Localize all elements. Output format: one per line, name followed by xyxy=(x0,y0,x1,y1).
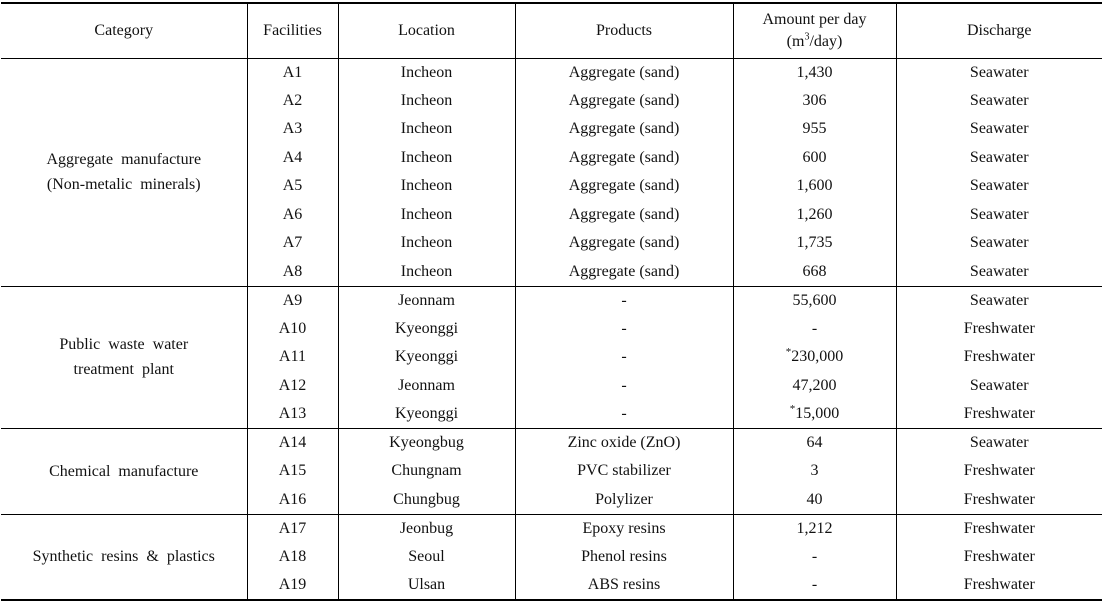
amount-cell xyxy=(733,115,896,144)
discharge-cell: Seawater xyxy=(896,172,1102,201)
discharge-cell: Seawater xyxy=(896,58,1102,87)
discharge-cell: Freshwater xyxy=(896,571,1102,600)
location-cell: Incheon xyxy=(338,144,515,173)
table-row xyxy=(1,514,1102,543)
product-cell: Aggregate (sand) xyxy=(515,87,733,116)
amount-value: 1,735 xyxy=(796,234,833,252)
category-cell xyxy=(1,514,247,600)
amount-cell xyxy=(733,286,896,315)
amount-value: 3 xyxy=(810,462,819,480)
table-row xyxy=(1,58,1102,87)
amount-cell xyxy=(733,172,896,201)
header-amount-unit-open: (m xyxy=(786,32,805,50)
product-cell: ABS resins xyxy=(515,571,733,600)
facility-cell: A10 xyxy=(247,315,338,344)
amount-cell xyxy=(733,58,896,87)
location-cell: Jeonnam xyxy=(338,286,515,315)
location-cell: Incheon xyxy=(338,115,515,144)
category-cell xyxy=(1,58,247,286)
facility-cell: A13 xyxy=(247,400,338,429)
amount-value: 306 xyxy=(802,91,827,109)
amount-cell xyxy=(733,87,896,116)
header-facilities: Facilities xyxy=(247,3,338,58)
facility-cell: A6 xyxy=(247,201,338,230)
product-cell: Aggregate (sand) xyxy=(515,229,733,258)
amount-value: 55,600 xyxy=(792,291,837,309)
facility-cell: A11 xyxy=(247,343,338,372)
product-cell: Aggregate (sand) xyxy=(515,201,733,230)
amount-value: 64 xyxy=(806,434,823,451)
footnote-marker: * xyxy=(785,346,792,359)
footnote-marker: * xyxy=(789,403,796,415)
category-label-line1: Public waste water xyxy=(59,336,189,354)
discharge-cell: Freshwater xyxy=(896,457,1102,486)
discharge-cell: Freshwater xyxy=(896,343,1102,372)
amount-value: 600 xyxy=(802,148,827,166)
facility-cell: A18 xyxy=(247,543,338,572)
amount-value: - xyxy=(811,575,818,593)
amount-value: 1,430 xyxy=(796,63,833,81)
facility-cell: A4 xyxy=(247,144,338,173)
facility-cell: A15 xyxy=(247,457,338,486)
category-label-line1: Aggregate manufacture xyxy=(46,151,202,168)
facility-cell: A5 xyxy=(247,172,338,201)
table-row xyxy=(1,429,1102,458)
amount-cell xyxy=(733,201,896,230)
category-cell xyxy=(1,286,247,429)
header-row xyxy=(1,3,1102,58)
amount-value: 1,600 xyxy=(796,177,833,195)
facility-cell: A8 xyxy=(247,258,338,287)
product-cell: Aggregate (sand) xyxy=(515,258,733,287)
category-label-line2: treatment plant xyxy=(73,361,174,379)
amount-cell xyxy=(733,315,896,344)
discharge-cell: Seawater xyxy=(896,115,1102,144)
facility-cell: A14 xyxy=(247,429,338,458)
header-amount-title: Amount per day xyxy=(762,10,867,28)
amount-cell xyxy=(733,400,896,429)
location-cell: Chungnam xyxy=(338,457,515,486)
facility-cell: A1 xyxy=(247,58,338,87)
discharge-cell: Freshwater xyxy=(896,543,1102,572)
location-cell: Seoul xyxy=(338,543,515,572)
facilities-table xyxy=(1,2,1102,601)
header-products: Products xyxy=(515,3,733,58)
amount-cell xyxy=(733,229,896,258)
product-cell: PVC stabilizer xyxy=(515,457,733,486)
location-cell: Incheon xyxy=(338,58,515,87)
category-label-line2: (Non-metalic minerals) xyxy=(46,176,201,193)
product-cell: - xyxy=(515,286,733,315)
product-cell: Zinc oxide (ZnO) xyxy=(515,429,733,458)
product-cell: - xyxy=(515,372,733,401)
location-cell: Incheon xyxy=(338,258,515,287)
facility-cell: A17 xyxy=(247,514,338,543)
product-cell: - xyxy=(515,315,733,344)
location-cell: Chungbug xyxy=(338,486,515,515)
discharge-cell: Seawater xyxy=(896,372,1102,401)
product-cell: Aggregate (sand) xyxy=(515,58,733,87)
facility-cell: A9 xyxy=(247,286,338,315)
facility-cell: A16 xyxy=(247,486,338,515)
facility-cell: A12 xyxy=(247,372,338,401)
amount-cell xyxy=(733,372,896,401)
header-discharge: Discharge xyxy=(896,3,1102,58)
header-amount xyxy=(733,3,896,58)
location-cell: Kyeonggi xyxy=(338,343,515,372)
amount-value: - xyxy=(811,547,818,565)
product-cell: - xyxy=(515,343,733,372)
product-cell: Phenol resins xyxy=(515,543,733,572)
location-cell: Incheon xyxy=(338,87,515,116)
facility-cell: A3 xyxy=(247,115,338,144)
discharge-cell: Freshwater xyxy=(896,315,1102,344)
category-label-line1: Synthetic resins & plastics xyxy=(32,548,215,565)
amount-cell xyxy=(733,571,896,600)
location-cell: Jeonnam xyxy=(338,372,515,401)
amount-value: 47,200 xyxy=(792,376,837,394)
product-cell: Aggregate (sand) xyxy=(515,172,733,201)
facility-cell: A19 xyxy=(247,571,338,600)
amount-value: 668 xyxy=(802,262,827,280)
header-category: Category xyxy=(1,3,247,58)
location-cell: Incheon xyxy=(338,229,515,258)
header-amount-unit-close: /day) xyxy=(809,32,843,50)
product-cell: - xyxy=(515,400,733,429)
discharge-cell: Freshwater xyxy=(896,486,1102,515)
discharge-cell: Seawater xyxy=(896,144,1102,173)
table-row xyxy=(1,286,1102,315)
amount-cell xyxy=(733,429,896,458)
location-cell: Kyeonggi xyxy=(338,315,515,344)
amount-cell xyxy=(733,486,896,515)
amount-cell xyxy=(733,514,896,543)
discharge-cell: Freshwater xyxy=(896,400,1102,429)
amount-cell xyxy=(733,258,896,287)
amount-value: 1,212 xyxy=(796,519,833,537)
product-cell: Epoxy resins xyxy=(515,514,733,543)
table-body xyxy=(1,58,1102,600)
product-cell: Aggregate (sand) xyxy=(515,115,733,144)
location-cell: Kyeonggi xyxy=(338,400,515,429)
location-cell: Incheon xyxy=(338,172,515,201)
location-cell: Incheon xyxy=(338,201,515,230)
product-cell: Polylizer xyxy=(515,486,733,515)
facility-cell: A7 xyxy=(247,229,338,258)
header-amount-unit-sup: 3 xyxy=(804,31,810,43)
amount-cell xyxy=(733,457,896,486)
location-cell: Jeonbug xyxy=(338,514,515,543)
header-amount-unit xyxy=(734,31,896,53)
discharge-cell: Seawater xyxy=(896,429,1102,458)
discharge-cell: Seawater xyxy=(896,87,1102,116)
amount-cell xyxy=(733,543,896,572)
amount-value: 1,260 xyxy=(796,205,833,223)
amount-value: - xyxy=(811,319,818,337)
amount-value: 40 xyxy=(806,490,823,508)
discharge-cell: Seawater xyxy=(896,258,1102,287)
amount-cell xyxy=(733,343,896,372)
discharge-cell: Freshwater xyxy=(896,514,1102,543)
category-label-line1: Chemical manufacture xyxy=(49,462,199,480)
location-cell: Kyeongbug xyxy=(338,429,515,458)
discharge-cell: Seawater xyxy=(896,201,1102,230)
amount-cell xyxy=(733,144,896,173)
header-location: Location xyxy=(338,3,515,58)
discharge-cell: Seawater xyxy=(896,286,1102,315)
facility-cell: A2 xyxy=(247,87,338,116)
amount-value: 955 xyxy=(802,120,827,138)
amount-value: 230,000 xyxy=(791,348,844,366)
location-cell: Ulsan xyxy=(338,571,515,600)
category-cell xyxy=(1,429,247,515)
amount-value: 15,000 xyxy=(795,405,840,422)
product-cell: Aggregate (sand) xyxy=(515,144,733,173)
discharge-cell: Seawater xyxy=(896,229,1102,258)
